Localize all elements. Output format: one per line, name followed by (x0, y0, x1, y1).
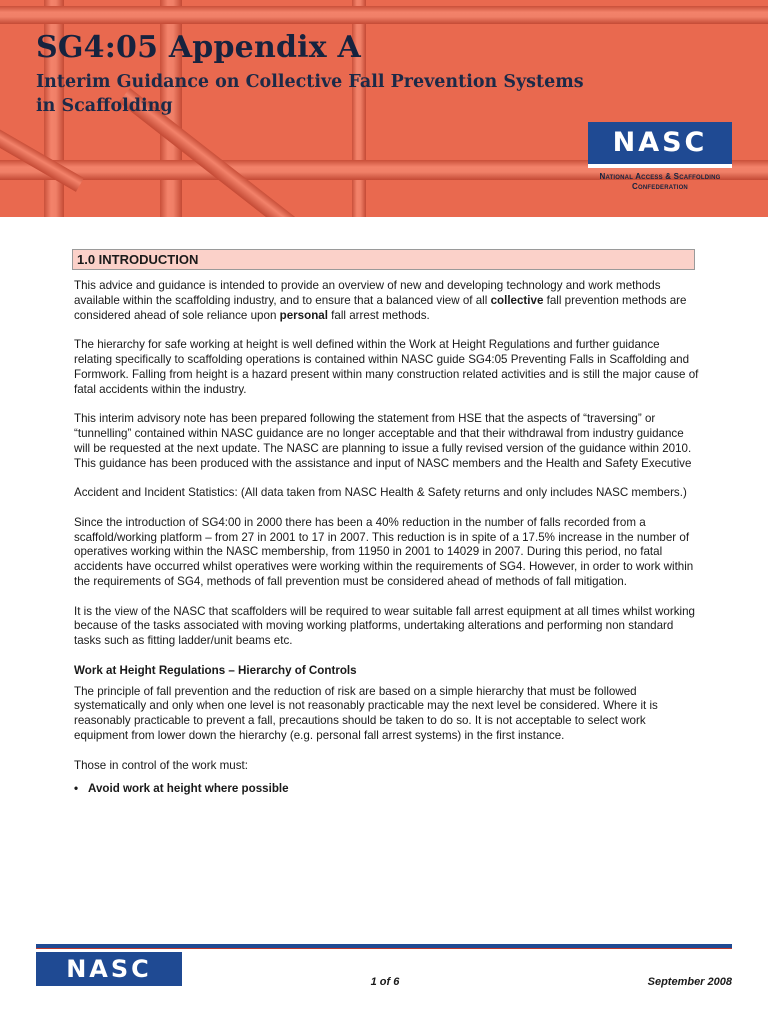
list-item-text: Avoid work at height where possible (88, 782, 289, 796)
paragraph-statistics: Since the introduction of SG4:00 in 2000 there has been a 40% reduction in the number of falls recorded from a scaffold/working platform – from 27 in 2001 to 17 in 2007. This reduction is in spite of a 17.5% increase in the number of operatives working within the NASC membership, from 11950 in 2001 to 14029 in 2007. During this period, no fatal accidents have occurred whilst operatives were working within the requirements of SG4. However, in order to work within the requirements of SG4, methods of fall prevention must be considered ahead of methods of fall mitigation. (74, 515, 694, 588)
paragraph-those-in-control: Those in control of the work must: (74, 758, 248, 772)
nasc-logo: NASC (588, 122, 732, 168)
text-run: fall arrest methods. (327, 308, 430, 322)
document-title: SG4:05 Appendix A (36, 30, 361, 65)
document-subtitle-line2: in Scaffolding (36, 96, 173, 116)
paragraph-fall-prevention-principle: The principle of fall prevention and the reduction of risk are based on a simple hierarchy that must be followed systematically and only when one level is not reasonably practicable may the next level be considered. Where it is reasonably practicable to prevent a fall, precautions should be taken to do so. It is not acceptable to select work equipment from lower down the hierarchy (e.g. personal fall arrest systems) in the first instance. (74, 684, 658, 742)
scaffold-pipe-decoration (0, 118, 84, 192)
paragraph-fall-arrest-view: It is the view of the NASC that scaffolders will be required to wear suitable fall arrest equipment at all times whilst working because of the tasks associated with moving working platforms, undertaking alterations and performing non standard tasks such as fitting ladder/unit beams etc. (74, 604, 695, 648)
list-item (74, 782, 700, 797)
nasc-logo-caption-line2: Confederation (632, 182, 688, 191)
header-banner (0, 0, 768, 217)
emphasis-personal: personal (279, 308, 328, 322)
footer-nasc-logo: NASC (36, 952, 182, 986)
document-body (74, 279, 700, 812)
footer-date: September 2008 (647, 976, 732, 988)
scaffold-pipe-decoration (0, 6, 768, 24)
page-number: 1 of 6 (370, 976, 400, 988)
bullet-icon: • (74, 782, 79, 796)
nasc-logo-caption (578, 172, 742, 192)
document-subtitle-line1: Interim Guidance on Collective Fall Prevention Systems (36, 72, 584, 92)
section-heading-introduction: 1.0 INTRODUCTION (72, 249, 695, 270)
footer-divider (36, 944, 732, 949)
nasc-logo-caption-line1: National Access & Scaffolding (599, 172, 721, 181)
paragraph-interim-note: This interim advisory note has been prepared following the statement from HSE that the aspects of “traversing” or “tunnelling” contained within NASC guidance are no longer acceptable and that their withdrawal from industry guidance will be requested at the next update. The NASC are planning to issue a fully revised version of the guidance within 2010. This guidance has been produced with the assistance and input of NASC members and the Health and Safety Executive (74, 412, 692, 470)
paragraph-overview (74, 279, 700, 323)
emphasis-collective: collective (490, 293, 544, 307)
text-run: fall prevention methods are considered ahead of sole reliance upon (74, 293, 687, 322)
text-run: This advice and guidance is intended to provide an overview of new and developing technology and work methods available within the scaffolding industry, and to ensure that a balanced view of all (74, 279, 661, 307)
subheading-hierarchy-of-controls: Work at Height Regulations – Hierarchy of Controls (74, 663, 357, 677)
paragraph-statistics-intro: Accident and Incident Statistics: (All data taken from NASC Health & Safety returns and only includes NASC members.) (74, 486, 687, 500)
paragraph-hierarchy: The hierarchy for safe working at height is well defined within the Work at Height Regulations and further guidance relating specifically to scaffolding operations is contained within NASC guide SG4:05 Preventing Falls in Scaffolding and Formwork. Falling from height is a hazard present within many construction related activities and is still the major cause of fatal accidents within the industry. (74, 338, 699, 396)
document-subtitle (36, 70, 696, 118)
